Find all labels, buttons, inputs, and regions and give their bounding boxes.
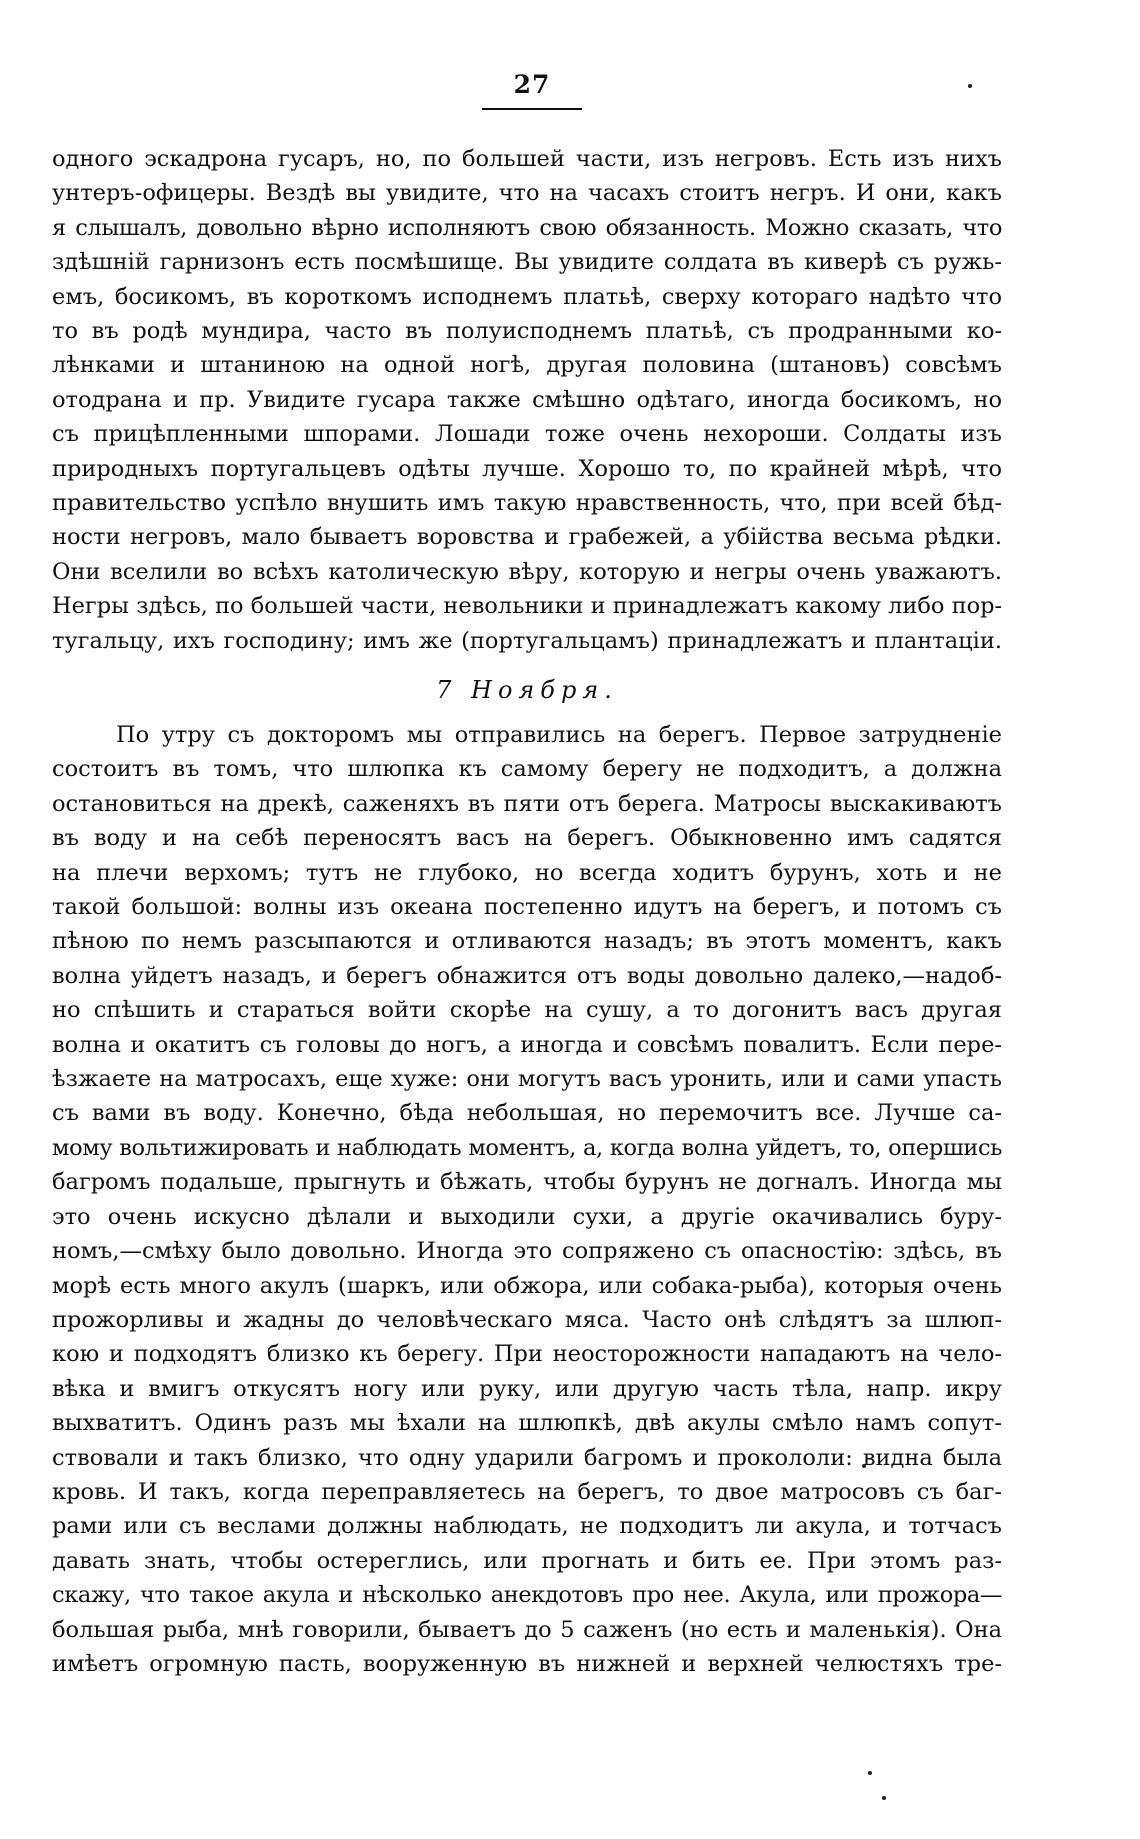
text-line: состоитъ въ томъ, что шлюпка къ самому берегу не подходитъ, а должна (52, 756, 1002, 783)
text-line: пѣною по немъ разсыпаются и отливаются назадъ; въ этотъ моментъ, какъ (52, 928, 1002, 955)
text-line: прожорливы и жадны до человѣческаго мяса. Часто онѣ слѣдятъ за шлюп- (52, 1306, 1002, 1333)
text-line: одного эскадрона гусаръ, но, по большей части, изъ негровъ. Есть изъ нихъ (52, 146, 1002, 172)
text-line: вѣка и вмигъ откусятъ ногу или руку, или другую часть тѣла, напр. икру (52, 1375, 1002, 1402)
text-line: правительство успѣло внушить имъ такую нравственность, что, при всей бѣд- (52, 490, 1002, 517)
text-line: въ воду и на себѣ переносятъ васъ на берегъ. Обыкновенно имъ садятся (52, 825, 1002, 852)
text-line: здѣшній гарнизонъ есть посмѣшище. Вы увидите солдата въ киверѣ съ ружь- (52, 249, 1002, 276)
text-line: Они вселили во всѣхъ католическую вѣру, которую и негры очень уважаютъ. (52, 558, 1002, 585)
text-line: съ вами въ воду. Конечно, бѣда небольшая, но перемочитъ все. Лучше са- (52, 1100, 1002, 1127)
text-line: то въ родѣ мундира, часто въ полуисподнемъ платьѣ, съ продранными ко- (52, 318, 1002, 345)
text-line: ствовали и такъ близко, что одну ударили багромъ и прокололи: видна была (52, 1444, 1002, 1471)
text-line: По утру съ докторомъ мы отправились на берегъ. Первое затрудненіе (116, 722, 1002, 748)
text-line: ѣзжаете на матросахъ, еще хуже: они могутъ васъ уронить, или и сами упасть (52, 1066, 1002, 1093)
date-heading: 7 Ноября. (436, 676, 618, 704)
text-line: рами или съ веслами должны наблюдать, не подходитъ ли акула, и тотчасъ (52, 1513, 1002, 1540)
text-line: кою и подходятъ близко къ берегу. При неосторожности нападаютъ на чело- (52, 1341, 1002, 1368)
text-line: унтеръ-офицеры. Вездѣ вы увидите, что на часахъ стоитъ негръ. И они, какъ (52, 180, 1002, 207)
text-line: ности негровъ, мало бываетъ воровства и грабежей, а убійства весьма рѣдки. (52, 524, 1002, 551)
text-line: тугальцу, ихъ господину; имъ же (португальцамъ) принадлежатъ и плантаціи. (52, 627, 1002, 654)
text-line: выхватитъ. Одинъ разъ мы ѣхали на шлюпкѣ, двѣ акулы смѣло намъ сопут- (52, 1410, 1002, 1437)
text-line: скажу, что такое акула и нѣсколько анекдотовъ про нее. Акула, или прожора— (52, 1582, 1002, 1609)
page-number-rule (482, 108, 582, 110)
text-line: на плечи верхомъ; тутъ не глубоко, но всегда ходитъ бурунъ, хоть и не (52, 859, 1002, 886)
text-line: кровь. И такъ, когда переправляетесь на берегъ, то двое матросовъ съ баг- (52, 1478, 1002, 1505)
print-speck (968, 84, 972, 88)
text-line: отодрана и пр. Увидите гусара также смѣшно одѣтаго, иногда босикомъ, но (52, 386, 1002, 413)
text-line: это очень искусно дѣлали и выходили сухи, а другіе окачивались буру- (52, 1203, 1002, 1230)
text-line: морѣ есть много акулъ (шаркъ, или обжора, или собака-рыба), которыя очень (52, 1272, 1002, 1299)
text-line: давать знать, чтобы остереглись, или прогнать и бить ее. При этомъ раз- (52, 1547, 1002, 1574)
paragraph-1 (52, 142, 1002, 658)
print-speck (868, 1771, 872, 1775)
paragraph-2 (52, 718, 1002, 1681)
text-line: емъ, босикомъ, въ короткомъ исподнемъ платьѣ, сверху котораго надѣто что (52, 283, 1002, 310)
text-line: остановиться на дрекѣ, саженяхъ въ пяти отъ берега. Матросы выскакиваютъ (52, 790, 1002, 817)
text-line: Негры здѣсь, по большей части, невольники и принадлежатъ какому либо пор- (52, 593, 1003, 620)
text-line: имѣетъ огромную пасть, вооруженную въ нижней и верхней челюстяхъ тре- (52, 1650, 1002, 1677)
text-line: природныхъ португальцевъ одѣты лучше. Хорошо то, по крайней мѣрѣ, что (52, 455, 1002, 482)
text-line: мому вольтижировать и наблюдать моментъ, а, когда волна уйдетъ, то, опершись (52, 1134, 1002, 1161)
text-line: волна уйдетъ назадъ, и берегъ обнажится отъ воды довольно далеко,—надоб- (52, 962, 1002, 989)
text-line: большая рыба, мнѣ говорили, бываетъ до 5 саженъ (но есть и маленькія). Она (52, 1616, 1002, 1643)
text-line: багромъ подальше, прыгнуть и бѣжать, чтобы бурунъ не догналъ. Иногда мы (52, 1169, 1002, 1196)
text-line: номъ,—смѣху было довольно. Иногда это сопряжено съ опасностію: здѣсь, въ (52, 1238, 1002, 1265)
text-line: я слышалъ, довольно вѣрно исполняютъ свою обязанность. Можно сказать, что (52, 214, 1002, 241)
text-line: такой большой: волны изъ океана постепенно идутъ на берегъ, и потомъ съ (52, 894, 1002, 921)
text-line: лѣнками и штаниною на одной ногѣ, другая половина (штановъ) совсѣмъ (52, 352, 1002, 379)
page-number: 27 (513, 70, 551, 99)
text-line: но спѣшить и стараться войти скорѣе на сушу, а то догонитъ васъ другая (52, 997, 1002, 1024)
print-speck (882, 1796, 886, 1800)
text-line: волна и окатитъ съ головы до ногъ, а иногда и совсѣмъ повалитъ. Если пере- (52, 1031, 1002, 1058)
text-line: съ прицѣпленными шпорами. Лошади тоже очень нехороши. Солдаты изъ (52, 421, 1002, 448)
